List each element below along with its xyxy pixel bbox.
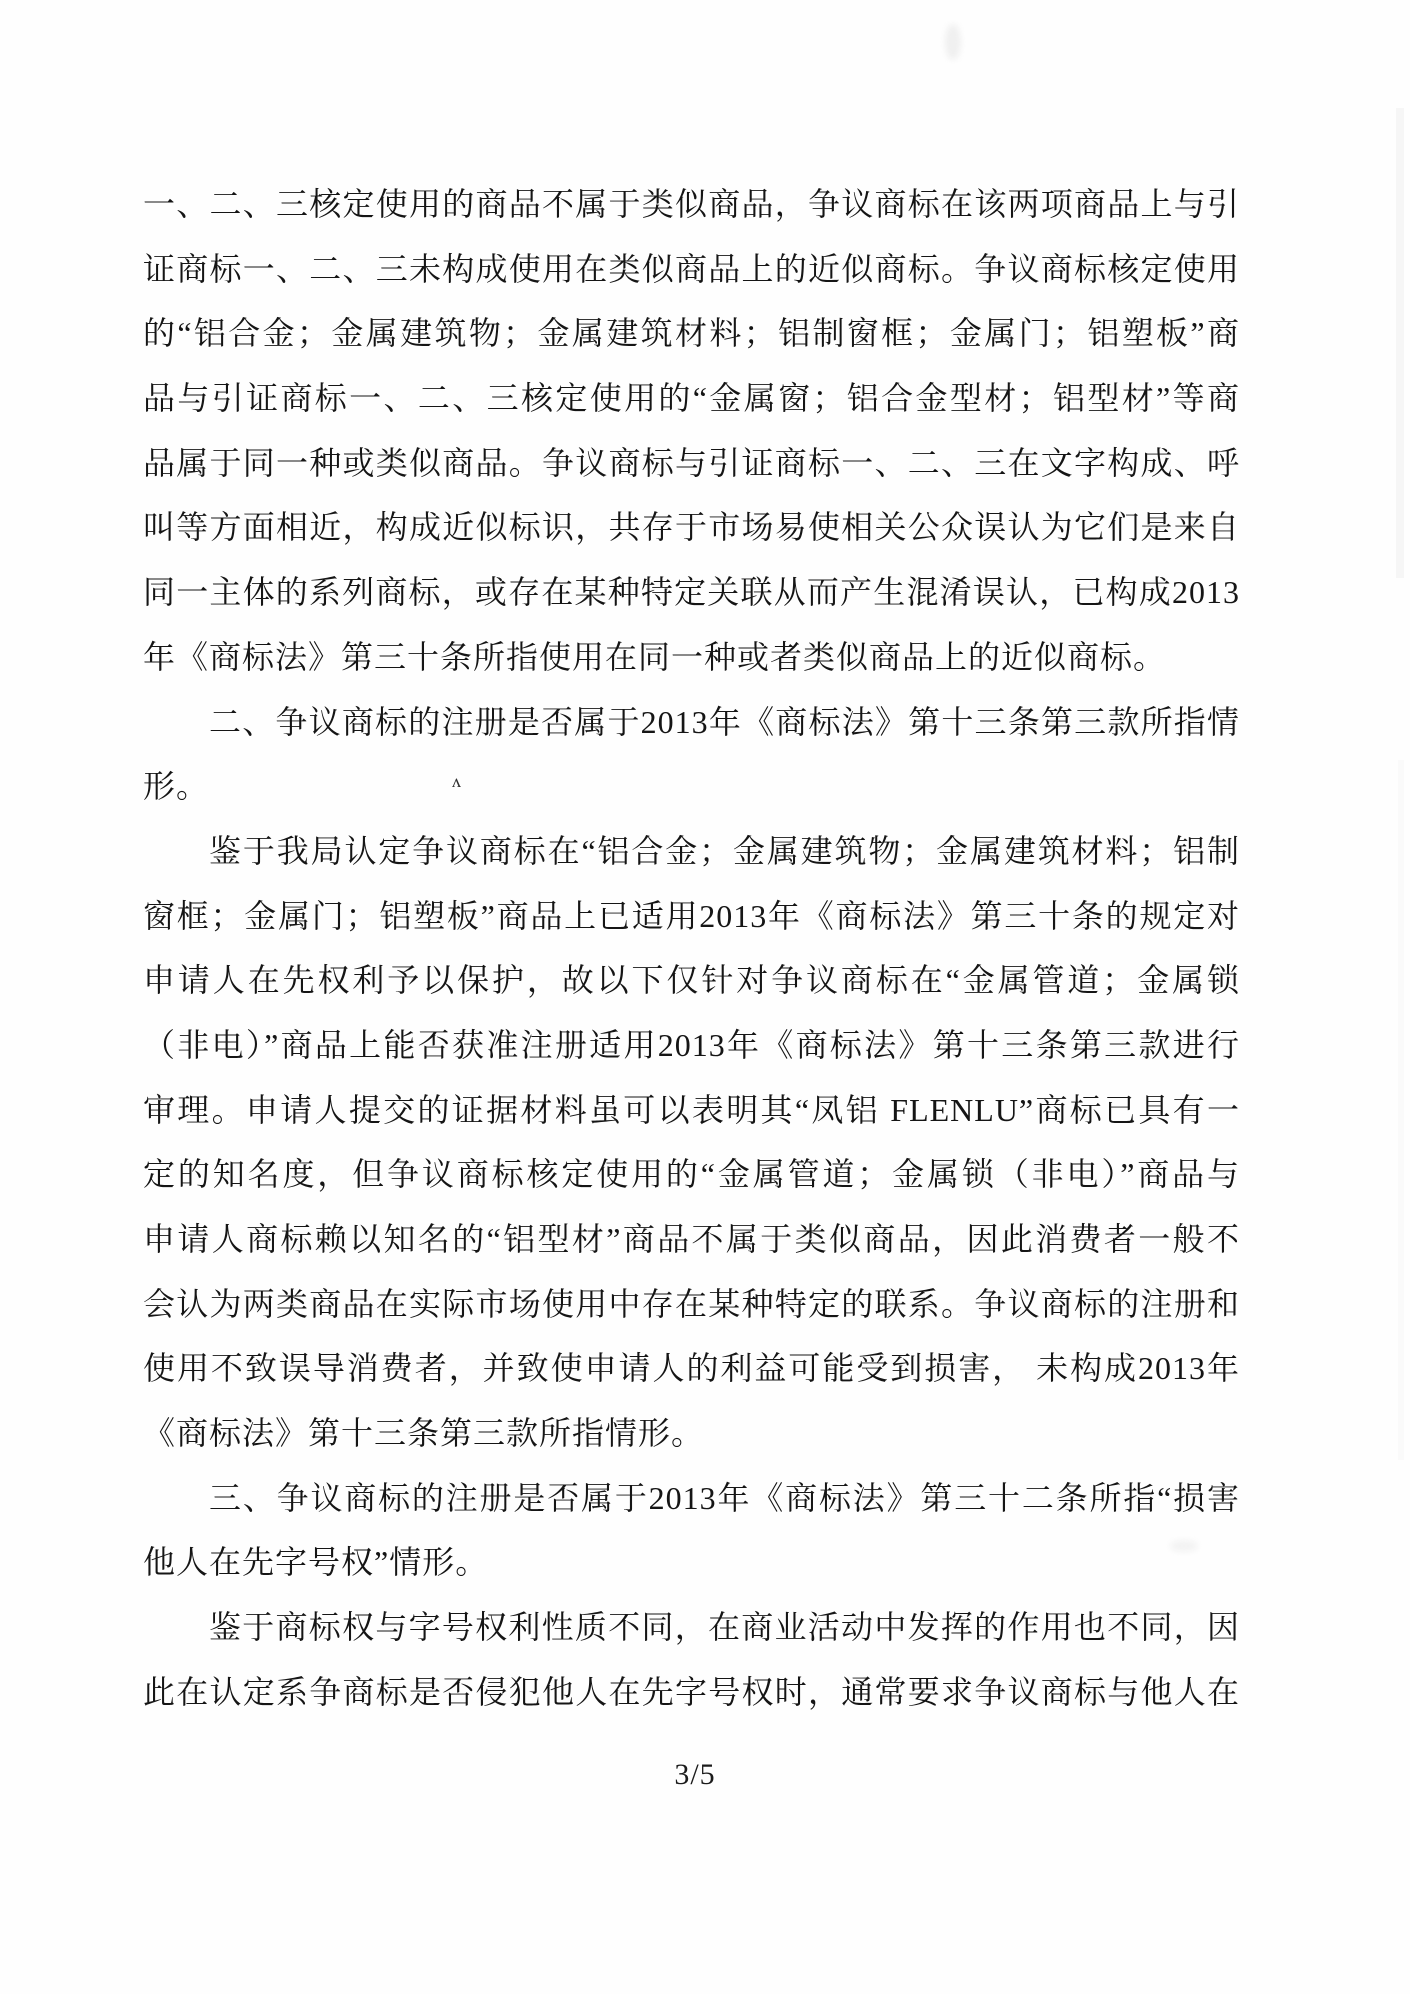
- document-body-text: [143, 172, 1240, 1725]
- text-line: 此在认定系争商标是否侵犯他人在先字号权时，通常要求争议商标与他人在: [143, 1673, 1240, 1710]
- text-line: 他人在先字号权”情形。: [143, 1544, 489, 1581]
- text-line: 三、争议商标的注册是否属于2013年《商标法》第三十二条所指“损害: [209, 1479, 1240, 1516]
- text-line: 形。: [143, 768, 210, 805]
- scan-edge-shadow-upper: [1396, 108, 1404, 578]
- scan-edge-shadow-lower: [1398, 760, 1404, 1460]
- text-line: 申请人商标赖以知名的“铝型材”商品不属于类似商品，因此消费者一般不: [143, 1221, 1240, 1257]
- text-line: 品属于同一种或类似商品。争议商标与引证商标一、二、三在文字构成、呼: [143, 444, 1240, 481]
- text-line: 窗框；金属门；铝塑板”商品上已适用2013年《商标法》第三十条的规定对: [143, 897, 1240, 934]
- text-line: （非电）”商品上能否获准注册适用2013年《商标法》第十三条第三款进行: [143, 1026, 1240, 1063]
- text-line: 审理。申请人提交的证据材料虽可以表明其“凤铝 FLENLU”商标已具有一: [143, 1091, 1240, 1128]
- text-line: 会认为两类商品在实际市场使用中存在某种特定的联系。争议商标的注册和: [143, 1285, 1240, 1322]
- text-line: 二、争议商标的注册是否属于2013年《商标法》第十三条第三款所指情: [209, 703, 1240, 740]
- text-line: 品与引证商标一、二、三核定使用的“金属窗；铝合金型材；铝型材”等商: [143, 380, 1240, 417]
- text-line: 一、二、三核定使用的商品不属于类似商品，争议商标在该两项商品上与引: [143, 186, 1240, 222]
- text-line: 年《商标法》第三十条所指使用在同一种或者类似商品上的近似商标。: [143, 638, 1167, 675]
- text-line: 使用不致误导消费者，并致使申请人的利益可能受到损害， 未构成2013年: [143, 1350, 1240, 1387]
- page-number: 3/5: [674, 1758, 716, 1791]
- text-line: 申请人在先权利予以保护，故以下仅针对争议商标在“金属管道；金属锁: [143, 962, 1240, 999]
- text-line: 鉴于我局认定争议商标在“铝合金；金属建筑物；金属建筑材料；铝制: [209, 832, 1240, 869]
- text-line: 定的知名度，但争议商标核定使用的“金属管道；金属锁（非电）”商品与: [143, 1156, 1240, 1193]
- text-line: 鉴于商标权与字号权利性质不同，在商业活动中发挥的作用也不同，因: [209, 1609, 1240, 1646]
- text-line: 叫等方面相近，构成近似标识，共存于市场易使相关公众误认为它们是来自: [143, 509, 1240, 546]
- text-line: 《商标法》第十三条第三款所指情形。: [143, 1415, 705, 1452]
- text-line: 同一主体的系列商标，或存在某种特定关联从而产生混淆误认，已构成2013: [143, 574, 1240, 611]
- scan-smudge-top: [945, 24, 961, 60]
- text-line: 证商标一、二、三未构成使用在类似商品上的近似商标。争议商标核定使用: [143, 250, 1240, 287]
- scan-stray-mark: ʌ: [452, 771, 461, 791]
- text-line: 的“铝合金；金属建筑物；金属建筑材料；铝制窗框；金属门；铝塑板”商: [143, 315, 1240, 352]
